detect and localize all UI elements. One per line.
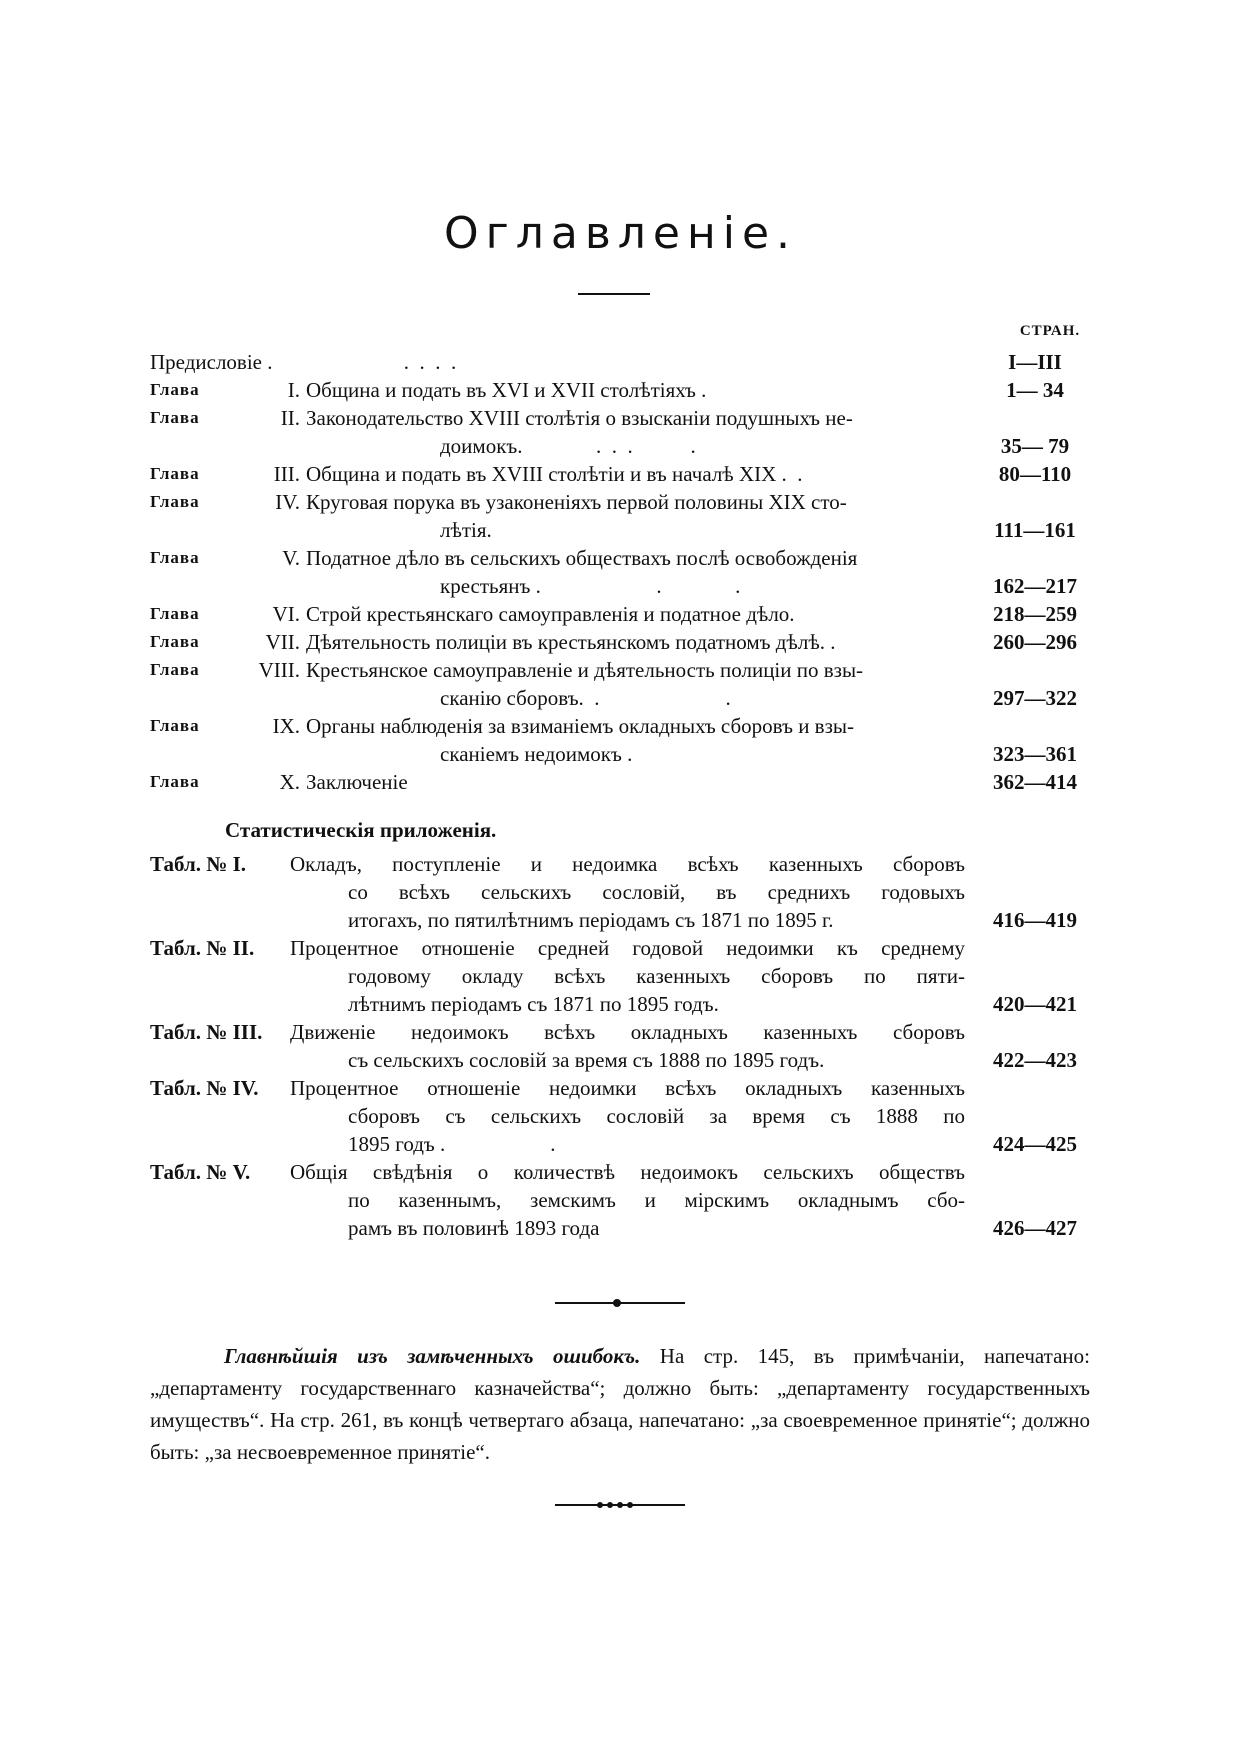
page-range: 420—421 bbox=[993, 992, 1077, 1016]
appendix-entry bbox=[150, 1130, 1090, 1158]
appendix-entry bbox=[150, 1046, 1090, 1074]
chapter-label: Глава bbox=[150, 772, 200, 791]
chapter-number: IX. bbox=[272, 714, 300, 738]
chapter-label: Глава bbox=[150, 632, 200, 651]
page-range: 422—423 bbox=[993, 1048, 1077, 1072]
page-range: 424—425 bbox=[993, 1132, 1077, 1156]
page-range: 323—361 bbox=[993, 742, 1077, 766]
page-range: 35— 79 bbox=[1000, 434, 1070, 458]
table-title: итогахъ, по пятилѣтнимъ періодамъ съ 1871 по 1895 г. bbox=[348, 908, 834, 932]
appendix-entry bbox=[150, 850, 1090, 878]
appendix-entry bbox=[150, 962, 1090, 990]
page-range: 80—110 bbox=[998, 462, 1072, 486]
chapter-title: Предисловіе . . . . . bbox=[150, 350, 457, 374]
chapter-label: Глава bbox=[150, 604, 200, 623]
chapter-title: Дѣятельность полиціи въ крестьянскомъ податномъ дѣлѣ. . bbox=[306, 630, 836, 654]
chapter-title: Податное дѣло въ сельскихъ обществахъ послѣ освобожденія bbox=[306, 546, 858, 570]
title-rule bbox=[578, 293, 650, 295]
chapter-label: Глава bbox=[150, 660, 200, 679]
chapter-title: сканіемъ недоимокъ . bbox=[440, 742, 633, 766]
appendix-tables-list bbox=[150, 850, 1090, 1242]
chapter-title: Крестьянское самоуправленіе и дѣятельность полиціи по взы- bbox=[306, 658, 864, 682]
chapter-title: Заключеніе bbox=[306, 770, 408, 794]
table-of-contents bbox=[150, 348, 1090, 796]
page-range: 260—296 bbox=[993, 630, 1077, 654]
chapter-title: доимокъ. . . . . bbox=[440, 434, 696, 458]
toc-entry bbox=[150, 628, 1090, 656]
chapter-number: X. bbox=[279, 770, 300, 794]
table-label: Табл. № II. bbox=[150, 936, 255, 960]
chapter-label: Глава bbox=[150, 408, 200, 427]
toc-entry bbox=[150, 544, 1090, 572]
chapter-title: крестьянъ . . . bbox=[440, 574, 741, 598]
chapter-title: лѣтія. bbox=[440, 518, 492, 542]
chapter-number: III. bbox=[273, 462, 300, 486]
table-title: съ сельскихъ сословій за время съ 1888 по 1895 годъ. bbox=[348, 1048, 825, 1072]
chapter-number: V. bbox=[282, 546, 300, 570]
page-range: 1— 34 bbox=[1006, 378, 1064, 402]
table-title: Общія свѣдѣнія о количествѣ недоимокъ сельскихъ обществъ bbox=[290, 1160, 965, 1184]
table-title: Окладъ, поступленіе и недоимка всѣхъ казенныхъ сборовъ bbox=[290, 852, 965, 876]
toc-entry bbox=[150, 600, 1090, 628]
table-label: Табл. № III. bbox=[150, 1020, 263, 1044]
chapter-number: VI. bbox=[272, 602, 300, 626]
toc-entry bbox=[150, 768, 1090, 796]
toc-entry bbox=[150, 432, 1090, 460]
page-range: 218—259 bbox=[993, 602, 1077, 626]
table-label: Табл. № I. bbox=[150, 852, 247, 876]
page-range: I—III bbox=[1008, 350, 1062, 374]
section-divider bbox=[555, 1298, 685, 1308]
page-range: 111—161 bbox=[994, 518, 1076, 542]
table-title: Движеніе недоимокъ всѣхъ окладныхъ казенныхъ сборовъ bbox=[290, 1020, 965, 1044]
appendix-entry bbox=[150, 1074, 1090, 1102]
table-title: Процентное отношеніе средней годовой недоимки къ среднему bbox=[290, 936, 965, 960]
chapter-title: Законодательство XVIII столѣтія о взысканіи подушныхъ не- bbox=[306, 406, 853, 430]
chapter-label: Глава bbox=[150, 380, 200, 399]
page-range: 426—427 bbox=[993, 1216, 1077, 1240]
chapter-title: Органы наблюденія за взиманіемъ окладныхъ сборовъ и взы- bbox=[306, 714, 854, 738]
toc-entry bbox=[150, 348, 1090, 376]
errata-text: На стр. 145, въ примѣчаніи, напечатано: „департаменту государственнаго казначейства“; должно быть: „департаменту государственныхъ имуществъ“. На стр. 261, въ концѣ четвертаго абзаца, напечатано: „за своевременное принятіе“; должно быть: „за несвоевременное принятіе“. bbox=[150, 1344, 1090, 1464]
table-title: годовому окладу всѣхъ казенныхъ сборовъ по пяти- bbox=[348, 964, 965, 988]
toc-entry bbox=[150, 376, 1090, 404]
table-title: Процентное отношеніе недоимки всѣхъ окладныхъ казенныхъ bbox=[290, 1076, 965, 1100]
table-title: 1895 годъ . . bbox=[348, 1132, 556, 1156]
appendix-entry bbox=[150, 990, 1090, 1018]
page-range: 362—414 bbox=[993, 770, 1077, 794]
table-title: со всѣхъ сельскихъ сословій, въ среднихъ годовыхъ bbox=[348, 880, 965, 904]
chapter-title: Круговая порука въ узаконеніяхъ первой половины XIX сто- bbox=[306, 490, 847, 514]
chapter-title: сканію сборовъ. . . bbox=[440, 686, 731, 710]
toc-entry bbox=[150, 684, 1090, 712]
appendix-entry bbox=[150, 1102, 1090, 1130]
toc-entry bbox=[150, 656, 1090, 684]
chapter-number: II. bbox=[280, 406, 300, 430]
toc-entry bbox=[150, 516, 1090, 544]
appendix-entry bbox=[150, 934, 1090, 962]
appendix-entry bbox=[150, 1214, 1090, 1242]
chapter-title: Община и подать въ XVIII столѣтіи и въ началѣ XIX . . bbox=[306, 462, 803, 486]
chapter-number: VII. bbox=[265, 630, 300, 654]
table-title: сборовъ съ сельскихъ сословій за время съ 1888 по bbox=[348, 1104, 965, 1128]
errata-note bbox=[150, 1340, 1090, 1468]
chapter-label: Глава bbox=[150, 548, 200, 567]
chapter-label: Глава bbox=[150, 464, 200, 483]
statistical-appendices-heading: Статистическія приложенія. bbox=[225, 818, 497, 842]
errata-heading: Главнѣйшія изъ замѣченныхъ ошибокъ. bbox=[224, 1344, 641, 1368]
chapter-number: VIII. bbox=[258, 658, 300, 682]
appendix-entry bbox=[150, 878, 1090, 906]
end-divider bbox=[555, 1500, 685, 1510]
chapter-title: Строй крестьянскаго самоуправленія и податное дѣло. bbox=[306, 602, 795, 626]
appendix-entry bbox=[150, 1158, 1090, 1186]
table-title: по казеннымъ, земскимъ и мірскимъ окладнымъ сбо- bbox=[348, 1188, 965, 1212]
chapter-number: IV. bbox=[275, 490, 300, 514]
chapter-label: Глава bbox=[150, 492, 200, 511]
table-title: лѣтнимъ періодамъ съ 1871 по 1895 годъ. bbox=[348, 992, 719, 1016]
toc-entry bbox=[150, 488, 1090, 516]
page-range: 297—322 bbox=[993, 686, 1077, 710]
appendix-entry bbox=[150, 1018, 1090, 1046]
page-range: 162—217 bbox=[993, 574, 1077, 598]
toc-entry bbox=[150, 712, 1090, 740]
page-range: 416—419 bbox=[993, 908, 1077, 932]
appendix-entry bbox=[150, 1186, 1090, 1214]
toc-entry bbox=[150, 572, 1090, 600]
table-label: Табл. № V. bbox=[150, 1160, 251, 1184]
page-column-header: СТРАН. bbox=[1019, 323, 1081, 339]
toc-entry bbox=[150, 460, 1090, 488]
toc-entry bbox=[150, 404, 1090, 432]
table-title: рамъ въ половинѣ 1893 года bbox=[348, 1216, 600, 1240]
chapter-label: Глава bbox=[150, 716, 200, 735]
page-title: Оглавленіе. bbox=[443, 208, 797, 259]
chapter-title: Община и подать въ XVI и XVII столѣтіяхъ . bbox=[306, 378, 707, 402]
appendix-entry bbox=[150, 906, 1090, 934]
chapter-number: I. bbox=[287, 378, 300, 402]
table-label: Табл. № IV. bbox=[150, 1076, 259, 1100]
toc-entry bbox=[150, 740, 1090, 768]
